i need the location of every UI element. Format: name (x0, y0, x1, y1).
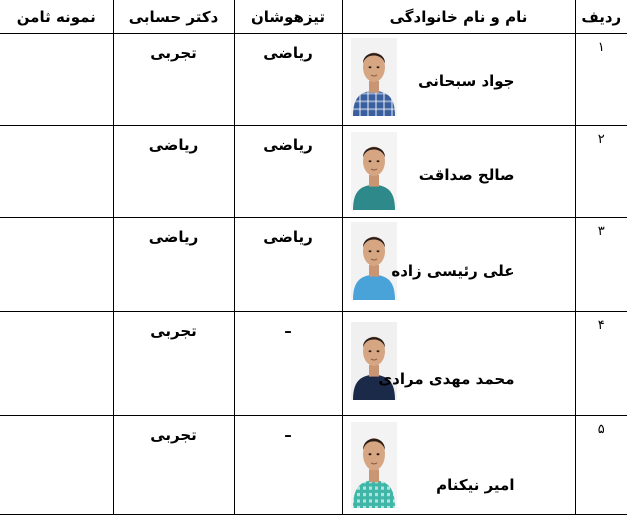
header-full-name: نام و نام خانوادگی (342, 0, 575, 34)
tizhooshan-result: – (234, 416, 342, 515)
doctor-hesabi-result: ریاضی (113, 126, 234, 218)
row-number: ۱ (575, 34, 627, 126)
student-name-cell (342, 416, 575, 515)
table-row (0, 126, 627, 218)
student-name-cell (342, 34, 575, 126)
student-photo (351, 38, 397, 116)
student-photo (351, 132, 397, 210)
nemooneh-samen-result (0, 34, 113, 126)
doctor-hesabi-result: تجربی (113, 312, 234, 416)
tizhooshan-result: – (234, 312, 342, 416)
nemooneh-samen-result (0, 416, 113, 515)
doctor-hesabi-result: تجربی (113, 416, 234, 515)
table-row (0, 312, 627, 416)
row-number: ۳ (575, 218, 627, 312)
header-row-number: ردیف (575, 0, 627, 34)
student-name-cell (342, 312, 575, 416)
tizhooshan-result: ریاضی (234, 218, 342, 312)
header-doctor-hesabi: دکتر حسابی (113, 0, 234, 34)
doctor-hesabi-result: تجربی (113, 34, 234, 126)
student-name-cell (342, 126, 575, 218)
nemooneh-samen-result (0, 312, 113, 416)
student-name: صالح صداقت (418, 166, 515, 184)
table-row (0, 218, 627, 312)
student-name: امیر نیکنام (436, 476, 515, 494)
nemooneh-samen-result (0, 126, 113, 218)
tizhooshan-result: ریاضی (234, 126, 342, 218)
row-number: ۵ (575, 416, 627, 515)
header-nemooneh-samen: نمونه ثامن (0, 0, 113, 34)
table-row (0, 416, 627, 515)
nemooneh-samen-result (0, 218, 113, 312)
table-row (0, 34, 627, 126)
student-name: علی رئیسی زاده (391, 262, 515, 280)
student-photo (351, 322, 397, 400)
tizhooshan-result: ریاضی (234, 34, 342, 126)
doctor-hesabi-result: ریاضی (113, 218, 234, 312)
header-tizhooshan: تیزهوشان (234, 0, 342, 34)
student-name: جواد سبحانی (418, 72, 515, 90)
student-name: محمد مهدی مرادی (378, 370, 515, 388)
student-photo (351, 222, 397, 300)
student-photo (351, 422, 397, 508)
student-name-cell (342, 218, 575, 312)
row-number: ۲ (575, 126, 627, 218)
table-header-row (0, 0, 627, 34)
row-number: ۴ (575, 312, 627, 416)
